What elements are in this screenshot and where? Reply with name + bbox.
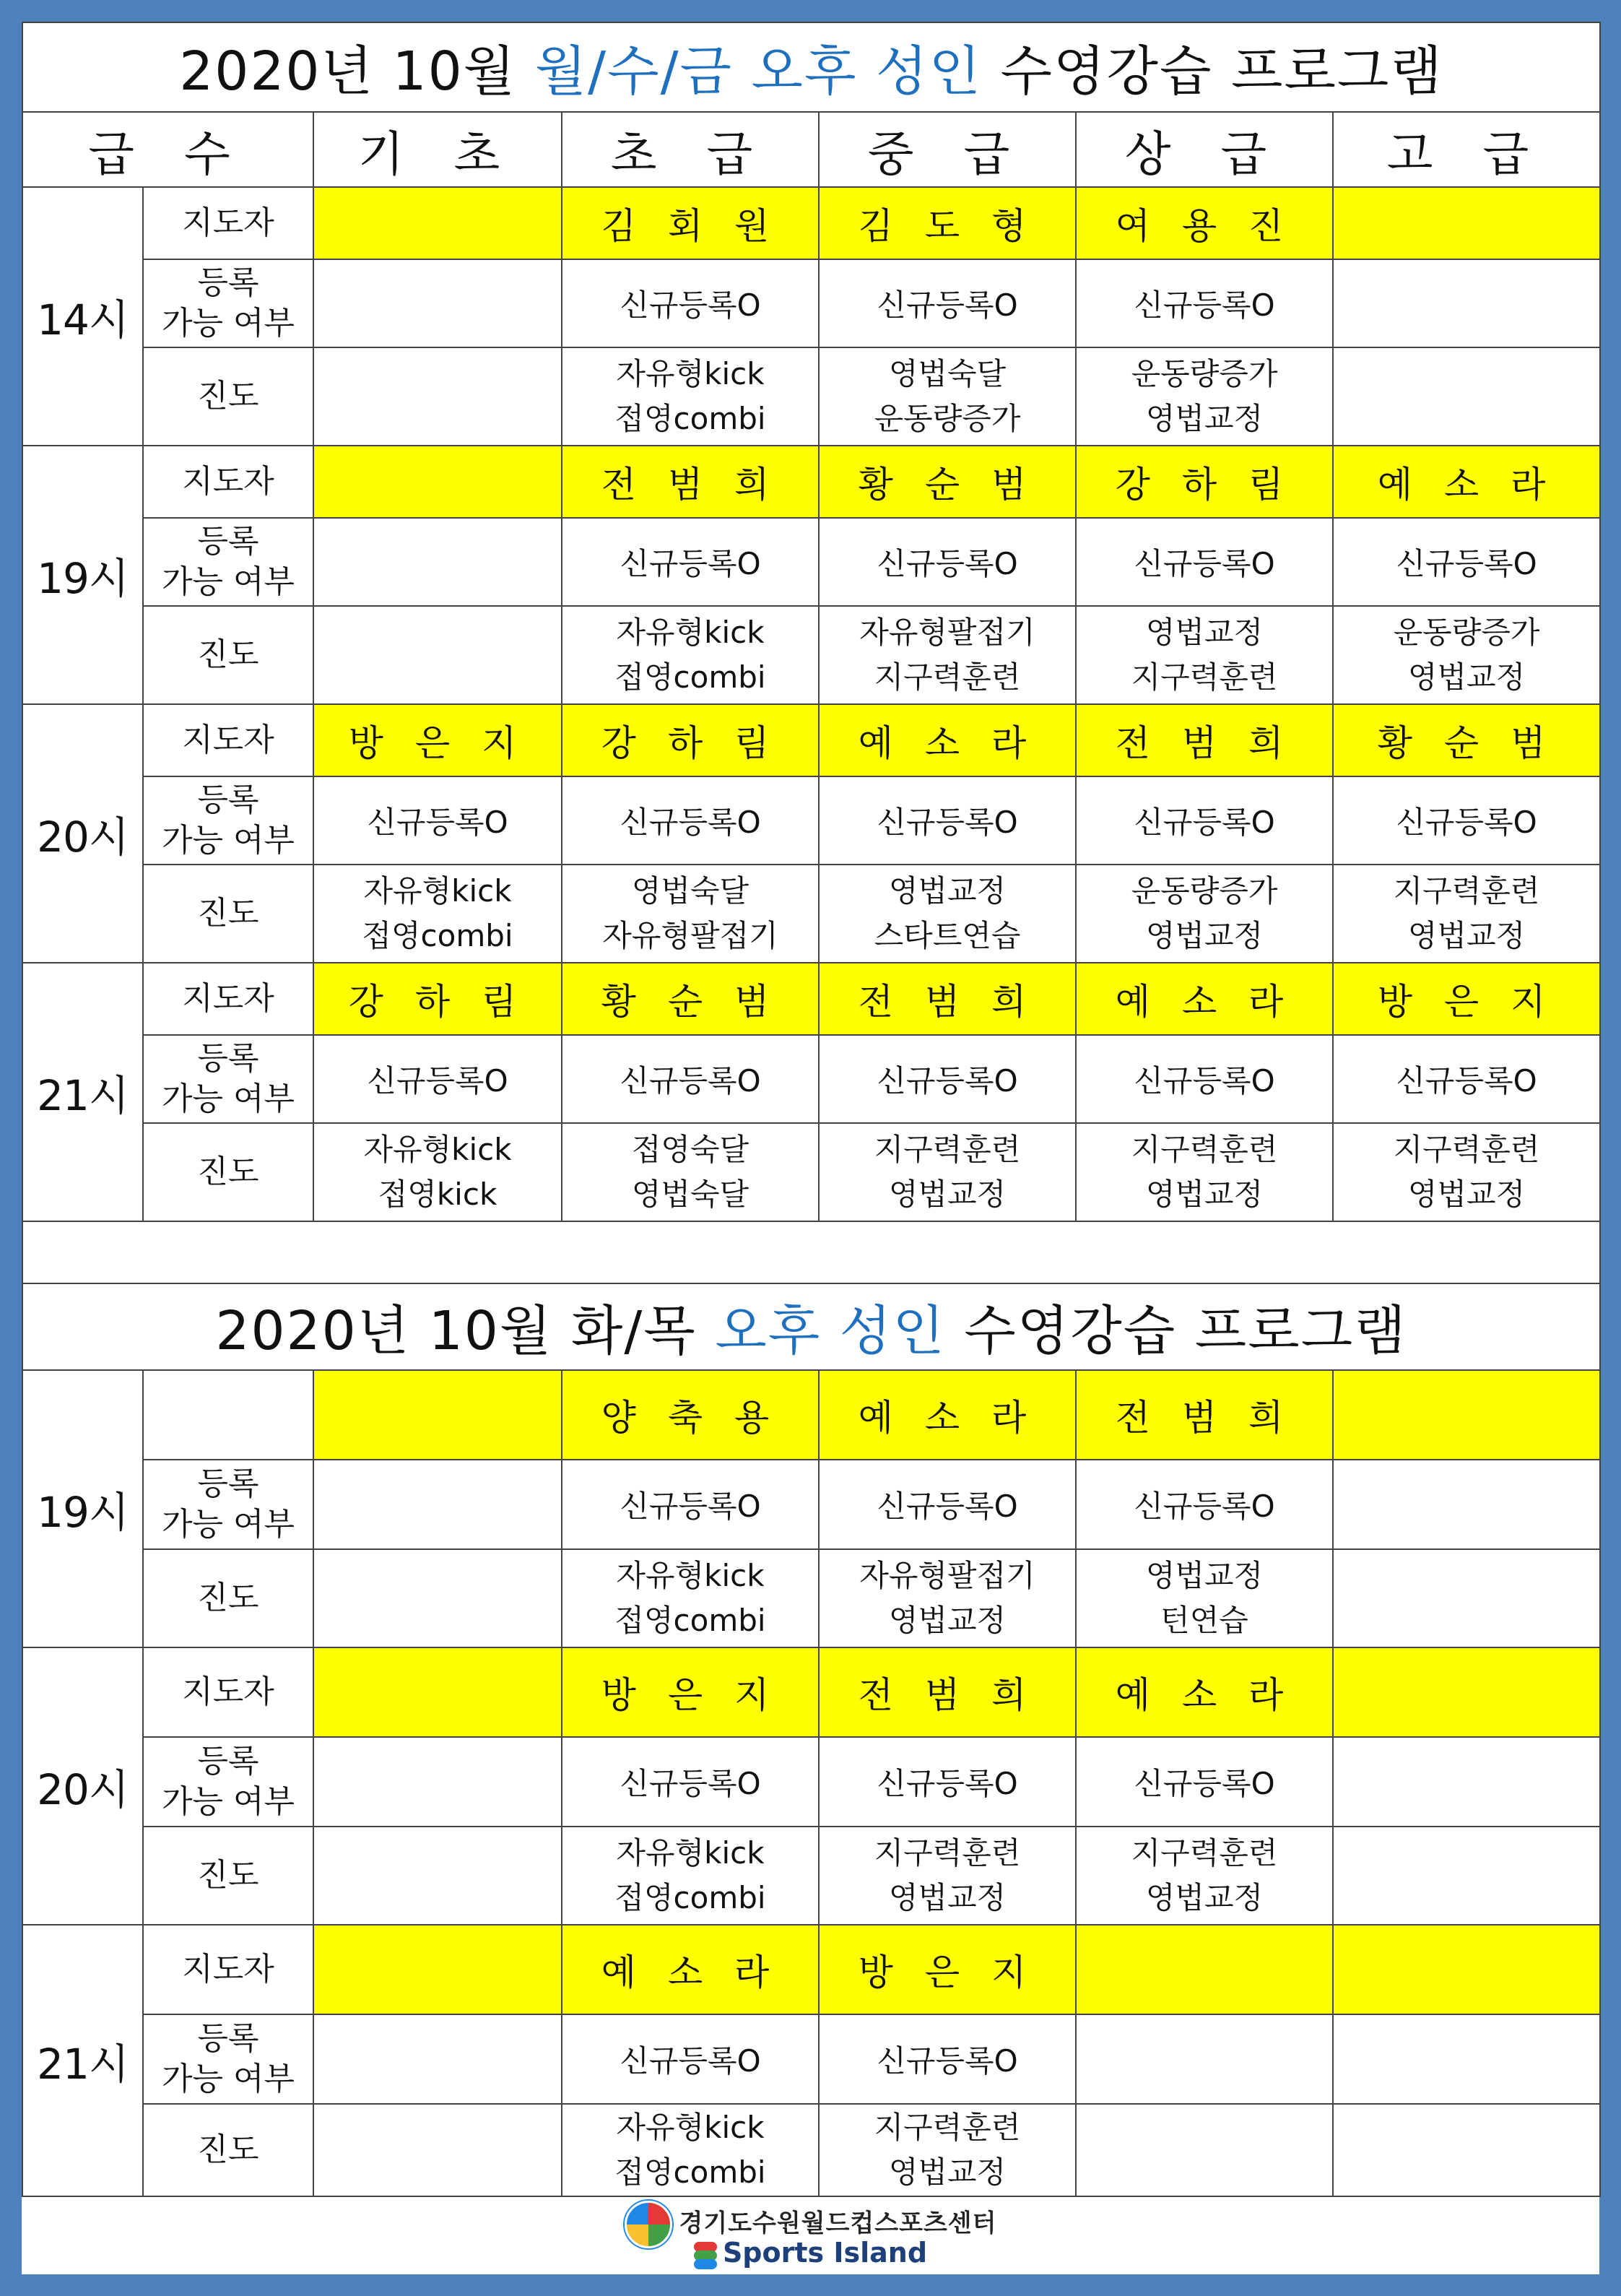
instructor-cell: 방 은 지 [562, 1647, 819, 1737]
instructor-cell: 여 용 진 [1076, 187, 1333, 259]
progress-row [22, 1549, 1600, 1647]
instructor-row [22, 963, 1600, 1035]
progress-line1: 자유형팔접기 [859, 615, 1035, 650]
registration-cell [313, 1460, 562, 1549]
instructor-cell: 강 하 림 [313, 963, 562, 1035]
registration-cell: 신규등록O [562, 2014, 819, 2104]
instructor-cell: 강 하 림 [1076, 446, 1333, 518]
registration-cell: 신규등록O [1333, 1035, 1600, 1123]
progress-line1: 지구력훈련 [874, 2110, 1021, 2145]
registration-cell: 신규등록O [1333, 776, 1600, 865]
registration-cell: 신규등록O [1076, 1035, 1333, 1123]
progress-line2: 영법교정 [1407, 659, 1526, 695]
progress-line1: 접영숙달 [631, 1132, 749, 1167]
progress-line1: 자유형kick [616, 356, 765, 391]
progress-cell [819, 606, 1076, 704]
instructor-cell: 황 순 범 [819, 446, 1076, 518]
progress-row [22, 865, 1600, 963]
progress-cell [562, 2104, 819, 2196]
instructor-label: 지도자 [143, 187, 313, 259]
registration-cell: 신규등록O [819, 1737, 1076, 1827]
progress-cell [1333, 2104, 1600, 2196]
registration-label-line2: 가능 여부 [161, 305, 295, 342]
progress-line2: 지구력훈련 [1131, 659, 1278, 695]
sports-island-logo-icon [694, 2240, 717, 2269]
registration-label [143, 776, 313, 865]
registration-label-line1: 등록 [197, 1465, 259, 1502]
progress-line2: 지구력훈련 [874, 659, 1021, 695]
instructor-cell [1333, 1647, 1600, 1737]
progress-cell [1333, 865, 1600, 963]
registration-cell: 신규등록O [819, 518, 1076, 606]
progress-label: 진도 [143, 1123, 313, 1221]
title1-part3: 수영강습 프로그램 [981, 40, 1443, 103]
progress-cell [313, 1549, 562, 1647]
instructor-cell: 전 범 희 [562, 446, 819, 518]
registration-label-line1: 등록 [197, 781, 259, 818]
registration-cell: 신규등록O [313, 1035, 562, 1123]
registration-cell [1333, 259, 1600, 347]
progress-cell [313, 1827, 562, 1925]
registration-cell: 신규등록O [562, 518, 819, 606]
progress-line1: 자유형kick [616, 615, 765, 650]
registration-cell [313, 259, 562, 347]
registration-cell: 신규등록O [1076, 1737, 1333, 1827]
registration-cell: 신규등록O [1076, 1460, 1333, 1549]
registration-label-line1: 등록 [197, 523, 259, 560]
registration-label [143, 518, 313, 606]
registration-row [22, 518, 1600, 606]
registration-cell [313, 2014, 562, 2104]
title2-part1: 2020년 10월 화/목 [215, 1300, 716, 1362]
progress-cell [562, 1123, 819, 1221]
progress-line1: 지구력훈련 [1393, 1132, 1540, 1167]
progress-line2: 영법교정 [1407, 918, 1526, 953]
instructor-row [22, 1925, 1600, 2014]
progress-cell [1076, 1827, 1333, 1925]
instructor-cell [1076, 1925, 1333, 2014]
title2-accent: 오후 성인 [715, 1300, 946, 1362]
hour-cell: 19시 [22, 446, 143, 704]
progress-line1: 지구력훈련 [1131, 1132, 1278, 1167]
progress-line2: 턴연습 [1160, 1603, 1248, 1638]
spacer [22, 1221, 1600, 1283]
instructor-label: 지도자 [143, 1647, 313, 1737]
registration-row [22, 2014, 1600, 2104]
instructor-cell: 예 소 라 [1076, 963, 1333, 1035]
instructor-cell: 예 소 라 [1333, 446, 1600, 518]
header-cell: 중 급 [819, 112, 1076, 187]
title1-accent: 월/수/금 오후 성인 [534, 40, 982, 103]
progress-row [22, 1827, 1600, 1925]
instructor-row [22, 1647, 1600, 1737]
progress-cell [313, 865, 562, 963]
progress-cell [1076, 1123, 1333, 1221]
progress-cell [819, 1827, 1076, 1925]
progress-line2: 운동량증가 [874, 401, 1021, 436]
hour-cell: 21시 [22, 963, 143, 1221]
instructor-cell: 방 은 지 [313, 704, 562, 776]
instructor-cell: 전 범 희 [819, 1647, 1076, 1737]
progress-label: 진도 [143, 1549, 313, 1647]
progress-cell [313, 606, 562, 704]
registration-cell: 신규등록O [1076, 259, 1333, 347]
progress-line1: 지구력훈련 [874, 1132, 1021, 1167]
instructor-cell [1333, 187, 1600, 259]
progress-line1: 영법교정 [1145, 615, 1264, 650]
header-row [22, 112, 1600, 187]
registration-cell: 신규등록O [1076, 518, 1333, 606]
progress-cell [819, 1123, 1076, 1221]
progress-cell [819, 865, 1076, 963]
progress-row [22, 606, 1600, 704]
progress-cell [1333, 1549, 1600, 1647]
instructor-cell [313, 1925, 562, 2014]
hour-cell: 14시 [22, 187, 143, 446]
progress-cell [562, 1827, 819, 1925]
footer [22, 2193, 1599, 2274]
schedule-sheet [22, 22, 1599, 2274]
progress-line2: 접영combi [362, 918, 513, 953]
progress-line2: 영법교정 [1145, 1880, 1264, 1915]
header-cell: 상 급 [1076, 112, 1333, 187]
hour-cell: 21시 [22, 1925, 143, 2196]
progress-line2: 영법교정 [888, 1880, 1007, 1915]
instructor-cell: 예 소 라 [819, 1370, 1076, 1460]
instructor-cell: 전 범 희 [819, 963, 1076, 1035]
progress-label: 진도 [143, 606, 313, 704]
instructor-cell: 전 범 희 [1076, 1370, 1333, 1460]
progress-line1: 운동량증가 [1131, 873, 1278, 909]
registration-label-line2: 가능 여부 [161, 1080, 295, 1117]
progress-cell [1333, 606, 1600, 704]
registration-cell: 신규등록O [562, 1737, 819, 1827]
progress-cell [562, 347, 819, 446]
progress-line2: 영법교정 [1407, 1177, 1526, 1212]
registration-row [22, 776, 1600, 865]
progress-cell [819, 1549, 1076, 1647]
instructor-cell: 방 은 지 [819, 1925, 1076, 2014]
registration-cell [1076, 2014, 1333, 2104]
schedule-table [22, 22, 1601, 2197]
registration-label-line2: 가능 여부 [161, 822, 295, 859]
progress-cell [1076, 2104, 1333, 2196]
progress-cell [819, 347, 1076, 446]
instructor-cell [313, 446, 562, 518]
progress-line1: 영법교정 [1145, 1558, 1264, 1593]
registration-cell: 신규등록O [562, 776, 819, 865]
progress-row [22, 347, 1600, 446]
instructor-cell: 예 소 라 [562, 1925, 819, 2014]
registration-row [22, 1737, 1600, 1827]
progress-cell [1333, 1123, 1600, 1221]
progress-row [22, 2104, 1600, 2196]
registration-label-line1: 등록 [197, 1040, 259, 1077]
instructor-cell: 예 소 라 [1076, 1647, 1333, 1737]
progress-cell [562, 865, 819, 963]
registration-cell: 신규등록O [562, 1460, 819, 1549]
registration-label-line1: 등록 [197, 2020, 259, 2057]
progress-line1: 자유형kick [363, 1132, 512, 1167]
registration-label [143, 259, 313, 347]
progress-cell [1076, 347, 1333, 446]
registration-row [22, 1035, 1600, 1123]
instructor-cell: 김 도 형 [819, 187, 1076, 259]
registration-label-line2: 가능 여부 [161, 1506, 295, 1543]
instructor-label: 지도자 [143, 704, 313, 776]
registration-label [143, 1035, 313, 1123]
progress-line1: 영법숙달 [888, 356, 1007, 391]
registration-label-line1: 등록 [197, 264, 259, 301]
instructor-cell: 예 소 라 [819, 704, 1076, 776]
footer-org: 경기도수원월드컵스포츠센터 [22, 2201, 1599, 2248]
registration-label [143, 1737, 313, 1827]
progress-line1: 영법숙달 [631, 873, 749, 909]
instructor-cell: 전 범 희 [1076, 704, 1333, 776]
progress-line2: 자유형팔접기 [602, 918, 778, 953]
progress-line2: 영법교정 [888, 1603, 1007, 1638]
registration-cell: 신규등록O [1333, 518, 1600, 606]
progress-line1: 지구력훈련 [1393, 873, 1540, 909]
instructor-cell: 김 회 원 [562, 187, 819, 259]
registration-cell [1333, 1737, 1600, 1827]
title1 [22, 22, 1600, 112]
instructor-label: 지도자 [143, 446, 313, 518]
progress-line2: 영법교정 [1145, 401, 1264, 436]
instructor-cell [313, 187, 562, 259]
instructor-cell: 황 순 범 [1333, 704, 1600, 776]
progress-cell [313, 2104, 562, 2196]
progress-cell [562, 606, 819, 704]
progress-line2: 접영combi [614, 401, 766, 436]
progress-line2: 접영kick [378, 1177, 497, 1212]
header-level: 급 수 [22, 112, 313, 187]
hour-cell: 19시 [22, 1370, 143, 1647]
registration-label-line2: 가능 여부 [161, 2061, 295, 2097]
progress-cell [1076, 865, 1333, 963]
title1-row [22, 22, 1600, 112]
progress-line2: 스타트연습 [874, 918, 1021, 953]
progress-line1: 지구력훈련 [1131, 1835, 1278, 1871]
title1-part1: 2020년 10월 [179, 40, 535, 103]
progress-line2: 영법교정 [888, 1177, 1007, 1212]
progress-line2: 접영combi [614, 1880, 766, 1915]
instructor-cell [1333, 1370, 1600, 1460]
registration-cell [313, 1737, 562, 1827]
progress-line1: 자유형kick [616, 1835, 765, 1871]
registration-cell: 신규등록O [819, 776, 1076, 865]
progress-line1: 자유형kick [363, 873, 512, 909]
progress-cell [1076, 606, 1333, 704]
progress-line2: 영법교정 [888, 2154, 1007, 2190]
instructor-row [22, 704, 1600, 776]
registration-cell: 신규등록O [1076, 776, 1333, 865]
instructor-cell: 황 순 범 [562, 963, 819, 1035]
progress-cell [819, 2104, 1076, 2196]
registration-label-line2: 가능 여부 [161, 1783, 295, 1820]
progress-line1: 자유형kick [616, 2110, 765, 2145]
registration-cell: 신규등록O [819, 1035, 1076, 1123]
registration-label-line2: 가능 여부 [161, 563, 295, 600]
instructor-cell: 강 하 림 [562, 704, 819, 776]
title2-row [22, 1283, 1600, 1370]
footer-brand: Sports Island [22, 2237, 1599, 2269]
progress-line2: 영법교정 [1145, 1177, 1264, 1212]
registration-label [143, 2014, 313, 2104]
registration-row [22, 259, 1600, 347]
progress-line1: 자유형팔접기 [859, 1558, 1035, 1593]
title2 [22, 1283, 1600, 1370]
instructor-cell: 양 축 용 [562, 1370, 819, 1460]
registration-label [143, 1460, 313, 1549]
progress-cell [313, 347, 562, 446]
hour-cell: 20시 [22, 1647, 143, 1925]
header-cell: 초 급 [562, 112, 819, 187]
title2-part3: 수영강습 프로그램 [945, 1300, 1407, 1362]
progress-line2: 영법교정 [1145, 918, 1264, 953]
registration-cell [1333, 2014, 1600, 2104]
progress-line2: 접영combi [614, 1603, 766, 1638]
instructor-label: 지도자 [143, 963, 313, 1035]
progress-line1: 운동량증가 [1393, 615, 1540, 650]
instructor-row [22, 187, 1600, 259]
instructor-row [22, 446, 1600, 518]
hour-cell: 20시 [22, 704, 143, 963]
progress-line2: 영법숙달 [631, 1177, 749, 1212]
registration-cell [313, 518, 562, 606]
header-cell: 기 초 [313, 112, 562, 187]
registration-cell [1333, 1460, 1600, 1549]
instructor-cell [1333, 1925, 1600, 2014]
registration-cell: 신규등록O [819, 259, 1076, 347]
instructor-cell [313, 1370, 562, 1460]
progress-label: 진도 [143, 2104, 313, 2196]
progress-cell [1076, 1549, 1333, 1647]
progress-cell [313, 1123, 562, 1221]
instructor-label: 지도자 [143, 1925, 313, 2014]
registration-cell: 신규등록O [562, 1035, 819, 1123]
registration-cell: 신규등록O [819, 1460, 1076, 1549]
header-cell: 고 급 [1333, 112, 1600, 187]
registration-cell: 신규등록O [562, 259, 819, 347]
progress-label: 진도 [143, 865, 313, 963]
progress-cell [1333, 1827, 1600, 1925]
instructor-cell: 방 은 지 [1333, 963, 1600, 1035]
progress-line1: 지구력훈련 [874, 1835, 1021, 1871]
instructor-cell [313, 1647, 562, 1737]
registration-row [22, 1460, 1600, 1549]
progress-cell [562, 1549, 819, 1647]
progress-label: 진도 [143, 347, 313, 446]
instructor-label [143, 1370, 313, 1460]
progress-line2: 접영combi [614, 2154, 766, 2190]
progress-line1: 영법교정 [888, 873, 1007, 909]
progress-row [22, 1123, 1600, 1221]
spacer-row [22, 1221, 1600, 1283]
registration-cell: 신규등록O [313, 776, 562, 865]
progress-label: 진도 [143, 1827, 313, 1925]
progress-line1: 운동량증가 [1131, 356, 1278, 391]
progress-line1: 자유형kick [616, 1558, 765, 1593]
progress-cell [1333, 347, 1600, 446]
registration-label-line1: 등록 [197, 1743, 259, 1780]
instructor-row [22, 1370, 1600, 1460]
registration-cell: 신규등록O [819, 2014, 1076, 2104]
progress-line2: 접영combi [614, 659, 766, 695]
